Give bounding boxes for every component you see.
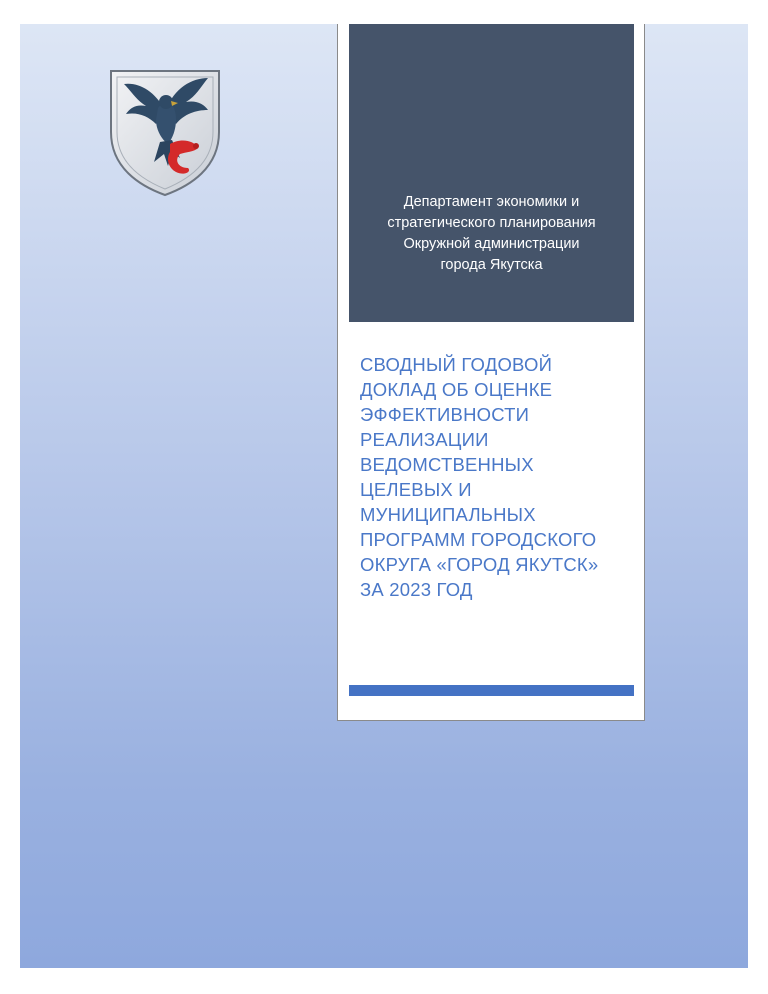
report-title-line: ЗА 2023 ГОД [360, 579, 473, 600]
report-title-line: СВОДНЫЙ ГОДОВОЙ [360, 354, 553, 375]
department-line: Окружной администрации [403, 236, 580, 252]
title-panel [337, 24, 645, 721]
report-title-line: РЕАЛИЗАЦИИ [360, 429, 489, 450]
report-title-line: ЭФФЕКТИВНОСТИ [360, 404, 530, 425]
report-title-line: МУНИЦИПАЛЬНЫХ [360, 504, 536, 525]
report-title-line: ВЕДОМСТВЕННЫХ [360, 454, 534, 475]
coat-of-arms-icon [108, 68, 222, 198]
report-title-line: ЦЕЛЕВЫХ И [360, 479, 472, 500]
department-line: Департамент экономики и [403, 194, 580, 210]
report-title-line: ОКРУГА «ГОРОД ЯКУТСК» [360, 554, 599, 575]
report-title [360, 352, 640, 602]
department-header [349, 24, 634, 322]
department-name [349, 192, 634, 276]
department-line: стратегического планирования [387, 215, 596, 231]
report-title-line: ПРОГРАММ ГОРОДСКОГО [360, 529, 597, 550]
report-title-line: ДОКЛАД ОБ ОЦЕНКЕ [360, 379, 553, 400]
department-line: города Якутска [440, 257, 543, 273]
accent-bar [349, 685, 634, 696]
